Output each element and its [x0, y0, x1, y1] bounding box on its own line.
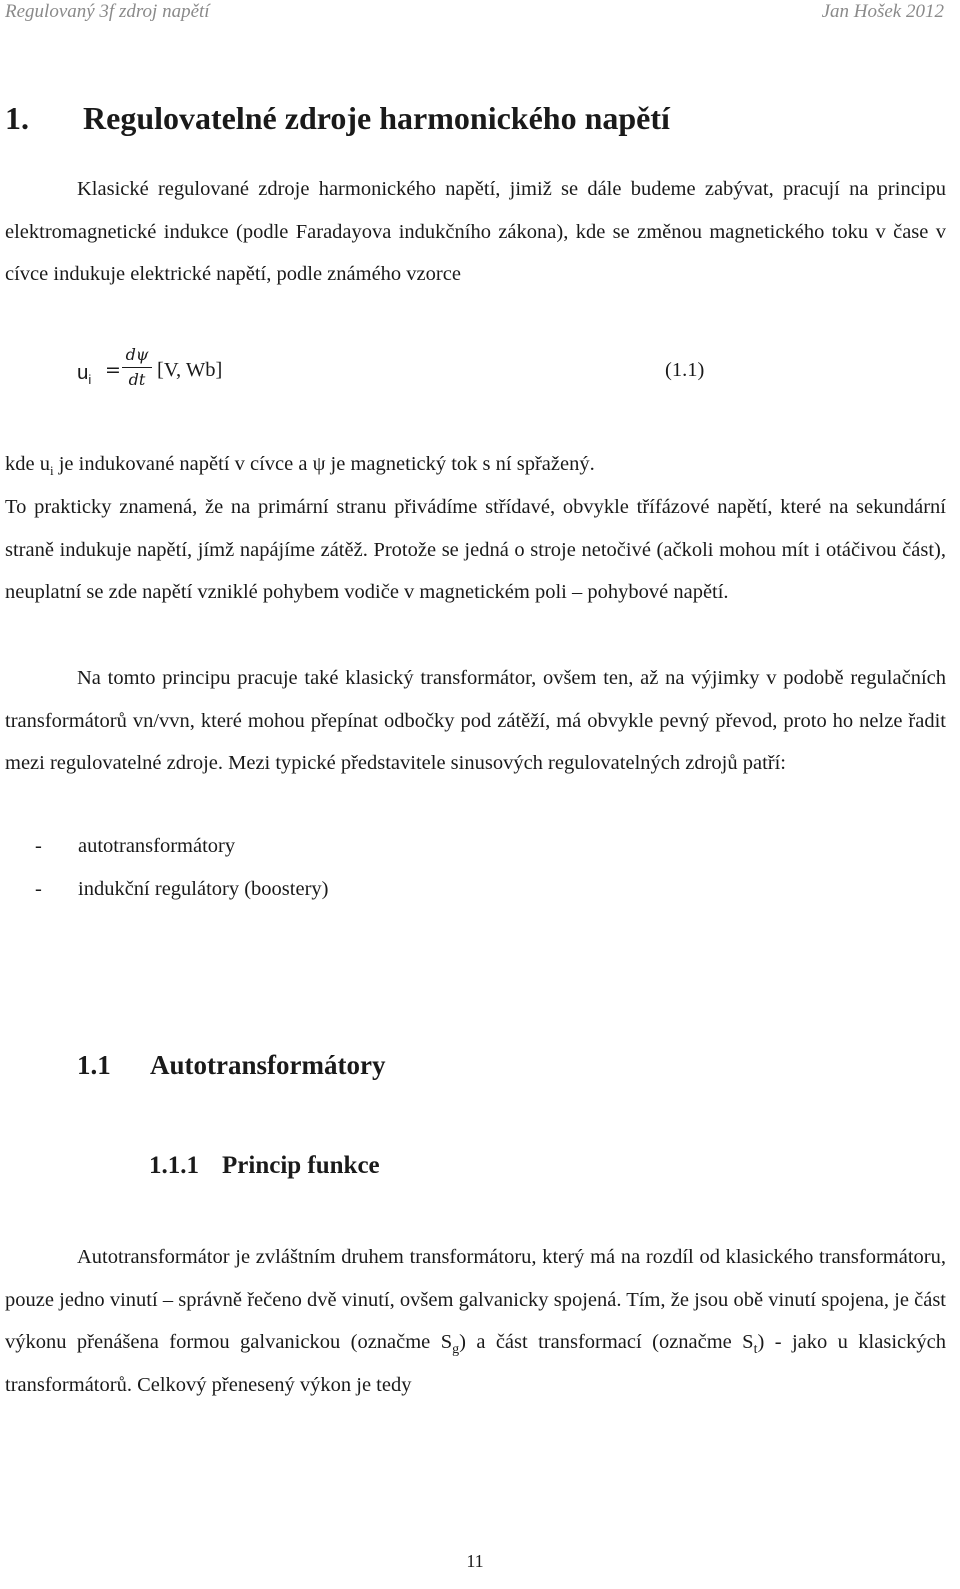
- definition-paragraph: kde $u_i$ je indukované napětí v cívce a ψ je magnetický tok s ní spřažený.: [5, 453, 595, 479]
- equals-sign: =: [105, 359, 121, 381]
- section-number: 1.1: [77, 1050, 111, 1080]
- chapter-title: Regulovatelné zdroje harmonického napětí: [83, 100, 670, 136]
- subsection-heading: [149, 1152, 380, 1180]
- page-header: [0, 0, 960, 24]
- intro-paragraph: Klasické regulované zdroje harmonického napětí, jimiž se dále budeme zabývat, pracují na principu elektromagnetické indukce (podle Faradayova indukčního zákona), kde se změnou magnetického toku v čase v cívce indukuje elektrické napětí, podle známého vzorce: [5, 178, 946, 285]
- fraction-numerator: dψ: [125, 345, 149, 364]
- page-number: 11: [466, 1551, 484, 1571]
- chapter-number: 1.: [5, 100, 29, 136]
- equation-number: (1.1): [665, 359, 705, 381]
- transformer-paragraph: Na tomto principu pracuje také klasický transformátor, ovšem ten, až na výjimky v podobě regulačních transformátorů vn/vvn, které mohou přepínat odbočky pod zátěží, má obvykle pevný převod, proto ho nelze řadit mezi regulovatelné zdroje. Mezi typické představitele sinusových regulovatelných zdrojů patří:: [5, 667, 946, 774]
- chapter-heading: [5, 100, 670, 137]
- practical-paragraph: To prakticky znamená, že na primární stranu přivádíme střídavé, obvykle třífázové napětí, které na sekundární straně indukuje napětí, jímž napájíme zátěž. Protože se jedná o stroje netočivé (ačkoli mohou mít i otáčivou část), neuplatní se zde napětí vzniklé pohybem vodiče v magnetickém poli – pohybové napětí.: [5, 496, 946, 603]
- header-title: Regulovaný 3f zdroj napětí: [5, 1, 210, 22]
- list-item: - autotransformátory: [35, 835, 236, 857]
- equation-lhs: $u_i$: [77, 361, 92, 388]
- header-author-year: Jan Hošek 2012: [821, 1, 944, 22]
- fraction: [122, 345, 152, 390]
- section-title: Autotransformátory: [150, 1050, 386, 1080]
- equation-units: [V, Wb]: [157, 359, 223, 381]
- list-item: - indukční regulátory (boostery): [35, 878, 329, 900]
- autotransformer-paragraph: Autotransformátor je zvláštním druhem transformátoru, který má na rozdíl od klasického transformátoru, pouze jedno vinutí – správně řečeno dvě vinutí, ovšem galvanicky spojená. Tím, že jsou obě vinutí spojena, je část výkonu přenášena formou galvanickou (označme $S_g$) a část transformací (označme $S_t$) - jako u klasických transformátorů. Celkový přenesený výkon je tedy: [5, 1246, 946, 1396]
- fraction-denominator: dt: [128, 370, 146, 389]
- section-heading: [77, 1050, 385, 1081]
- subsection-number: 1.1.1: [149, 1152, 199, 1179]
- subsection-title: Princip funkce: [222, 1152, 380, 1179]
- fraction-bar: [122, 367, 152, 368]
